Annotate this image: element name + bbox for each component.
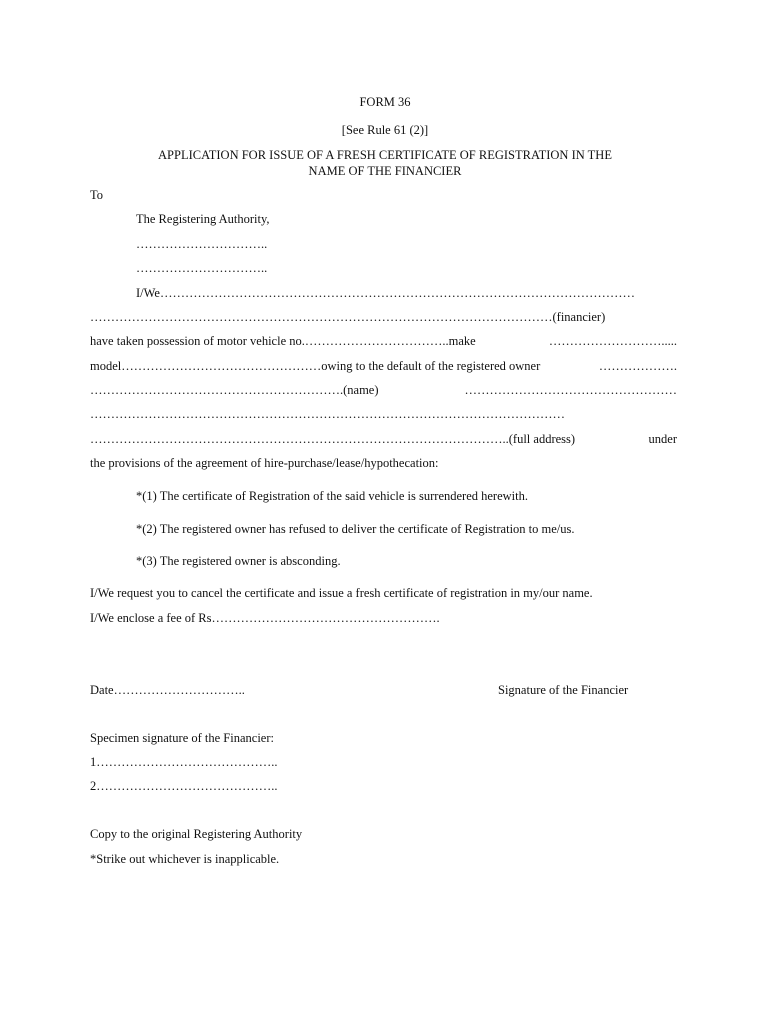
form-number: FORM 36 [359,95,411,109]
registering-authority: The Registering Authority, [136,212,270,226]
financier-line: …………………………………………………………………………………………………(financier) [90,310,606,324]
specimen-signature-2: 2…………………………………….. [90,779,278,793]
authority-blank-1: ………………………….. [136,237,268,251]
address-blank-line: …………………………………………………………………………………………………… [90,407,565,421]
fee-line: I/We enclose a fee of Rs………………………………………………. [90,611,440,625]
vehicle-make-blank: ………………………..... [548,334,677,348]
applicant-name-line: I/We…………………………………………………………………………………………………… [136,286,635,300]
under-word: under [648,432,677,446]
form-title-line-1: APPLICATION FOR ISSUE OF A FRESH CERTIFICATE OF REGISTRATION IN THE [158,148,612,162]
vehicle-model-text: model…………………………………………owing to the default of the registered owner [90,359,541,373]
specimen-signature-1: 1…………………………………….. [90,755,278,769]
vehicle-number-line [90,333,677,349]
provisions-line: the provisions of the agreement of hire-purchase/lease/hypothecation: [90,456,439,470]
copy-to-line: Copy to the original Registering Authority [90,827,303,841]
cancel-request-line: I/We request you to cancel the certificate and issue a fresh certificate of registration in my/our name. [90,586,593,600]
date-line: Date………………………….. [90,683,245,697]
owner-name-trailing-blank: …………………………………………… [464,383,677,397]
full-address-text: ………………………………………………………………………………………..(full address) [90,432,576,446]
full-address-line [90,431,677,447]
to-label: To [90,188,104,202]
form-title-line-2: NAME OF THE FINANCIER [308,164,462,178]
specimen-signature-label: Specimen signature of the Financier: [90,731,274,745]
strike-out-note: *Strike out whichever is inapplicable. [90,852,280,866]
option-3: *(3) The registered owner is absconding. [136,554,341,568]
rule-reference: [See Rule 61 (2)] [341,123,429,137]
vehicle-model-line [90,358,677,374]
owner-name-line [90,382,677,398]
financier-signature-label: Signature of the Financier [498,683,629,697]
vehicle-number-text: have taken possession of motor vehicle no.……………………………..make [90,334,476,348]
owner-name-text: …………………………………………………….(name) [90,383,379,397]
option-1: *(1) The certificate of Registration of the said vehicle is surrendered herewith. [136,489,528,503]
option-2: *(2) The registered owner has refused to deliver the certificate of Registration to me/us. [136,522,575,536]
authority-blank-2: ………………………….. [136,261,268,275]
registered-owner-blank: ………………. [598,359,677,373]
